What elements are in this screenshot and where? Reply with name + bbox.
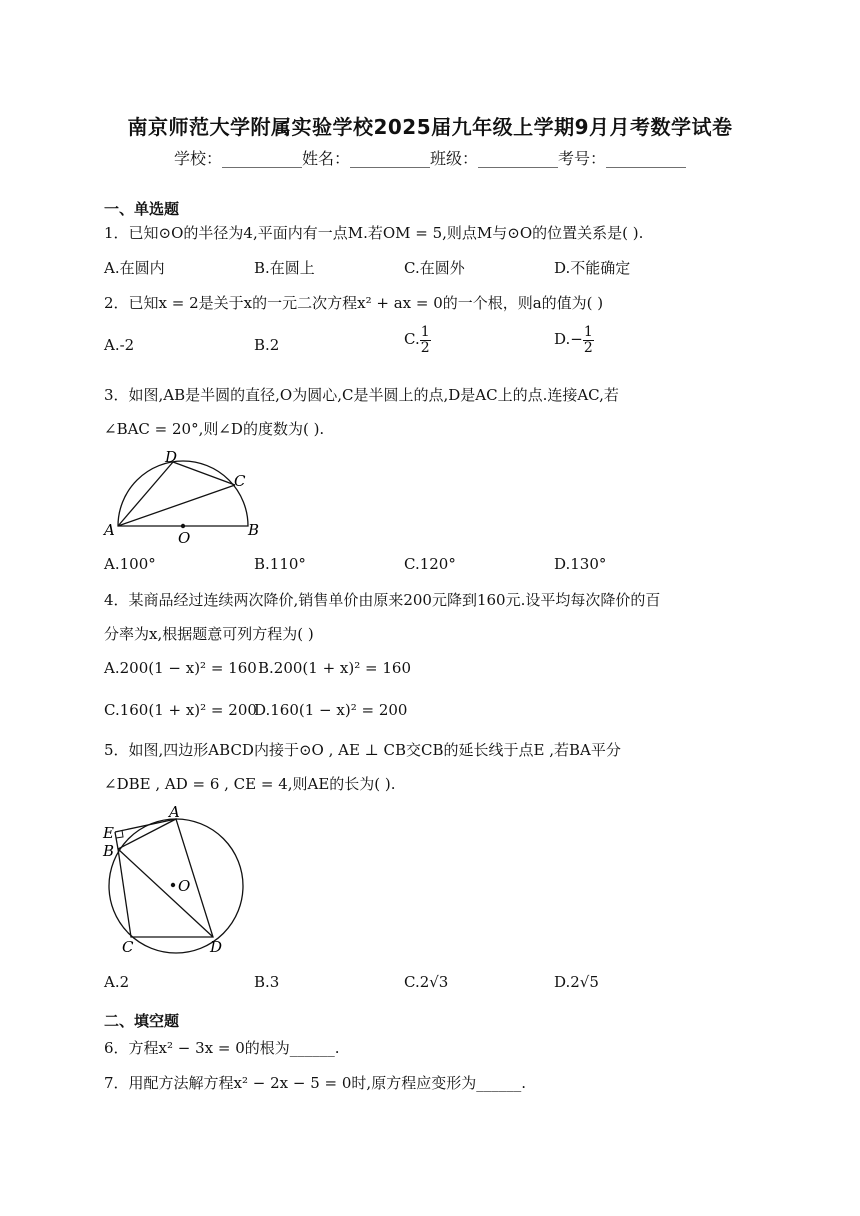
q5-circle-o <box>109 819 243 953</box>
q5-extension-be <box>115 832 118 849</box>
q2-option-c-label: C. <box>404 330 420 349</box>
question-6-stem: 6．方程x² − 3x = 0的根为______. <box>104 1039 340 1057</box>
q5-option-a: A.2 <box>104 973 130 991</box>
q3-option-b: B.110° <box>254 555 306 573</box>
q5-option-d: D.2√5 <box>554 973 599 991</box>
q4-option-c: C.160(1 + x)² = 200 <box>104 701 257 719</box>
q3-center-point <box>181 524 185 528</box>
exam-number-field: 考号：__________ <box>558 149 687 168</box>
q5-label-a: A <box>169 803 180 821</box>
q3-label-b: B <box>248 521 260 539</box>
school-field: 学校：__________ <box>173 149 302 168</box>
q3-segment-dc <box>173 462 235 485</box>
q2-option-b: B.2 <box>254 336 280 354</box>
q3-semicircle <box>118 461 248 526</box>
q3-option-a: A.100° <box>104 555 156 573</box>
q1-option-d: D.不能确定 <box>554 259 631 277</box>
q3-label-o: O <box>178 529 191 546</box>
question-5-stem-line1: 5．如图,四边形ABCD内接于⊙O , AE ⊥ CB交CB的延长线于点E ,若BA平分 <box>104 741 621 759</box>
q5-quadrilateral-abcd <box>118 819 213 937</box>
q2-c-numerator: 1 <box>420 324 430 340</box>
q1-option-c: C.在圆外 <box>404 259 465 277</box>
student-info-line <box>0 146 860 169</box>
question-2-stem: 2．已知x = 2是关于x的一元二次方程x² + ax = 0的一个根，则a的值为( ) <box>104 294 604 312</box>
q2-option-c-fraction <box>420 325 431 355</box>
q5-label-e: E <box>103 824 114 842</box>
q5-label-o: O <box>178 877 191 895</box>
q5-segment-ae <box>115 819 176 832</box>
q1-option-b: B.在圆上 <box>254 259 315 277</box>
question-4-stem-line1: 4．某商品经过连续两次降价,销售单价由原来200元降到160元.设平均每次降价的百 <box>104 591 661 609</box>
q2-option-a: A.-2 <box>104 336 135 354</box>
name-field: 姓名：__________ <box>301 149 430 168</box>
question-5-stem-line2: ∠DBE , AD = 6 , CE = 4,则AE的长为( ). <box>104 775 396 793</box>
q4-option-a: A.200(1 − x)² = 160 <box>104 659 257 677</box>
q4-option-b: B.200(1 + x)² = 160 <box>258 659 411 677</box>
q2-option-c <box>404 325 431 355</box>
q5-label-d: D <box>210 938 223 956</box>
q1-option-a: A.在圆内 <box>104 259 165 277</box>
question-4-stem-line2: 分率为x,根据题意可列方程为( ) <box>104 625 314 643</box>
class-field: 班级：__________ <box>430 149 559 168</box>
q2-option-d <box>554 325 594 355</box>
question-3-stem-line2: ∠BAC = 20°,则∠D的度数为( ). <box>104 420 325 438</box>
q3-label-d: D <box>165 448 178 466</box>
q3-semicircle-figure <box>100 446 270 546</box>
section-heading-single-choice: 一、单选题 <box>104 200 180 218</box>
question-7-stem: 7．用配方法解方程x² − 2x − 5 = 0时,原方程应变形为______. <box>104 1074 526 1092</box>
question-1-stem: 1．已知⊙O的半径为4,平面内有一点M.若OM = 5,则点M与⊙O的位置关系是( ). <box>104 224 644 242</box>
section-heading-fill-blank: 二、填空题 <box>104 1012 180 1030</box>
exam-title: 南京师范大学附属实验学校2025届九年级上学期9月月考数学试卷 <box>127 115 733 139</box>
q4-option-d: D.160(1 − x)² = 200 <box>254 701 408 719</box>
q3-option-c: C.120° <box>404 555 456 573</box>
q2-option-d-fraction <box>583 325 594 355</box>
q2-option-d-label: D.− <box>554 330 583 349</box>
q5-option-c: C.2√3 <box>404 973 449 991</box>
q3-label-a: A <box>104 521 115 539</box>
q2-d-numerator: 1 <box>583 324 593 340</box>
q2-c-denominator: 2 <box>420 339 430 356</box>
q5-circle-figure <box>100 800 260 960</box>
q5-option-b: B.3 <box>254 973 280 991</box>
q3-option-d: D.130° <box>554 555 607 573</box>
q5-center-point <box>171 883 175 887</box>
q2-d-denominator: 2 <box>583 339 593 356</box>
q5-label-b: B <box>103 842 115 860</box>
q5-label-c: C <box>122 938 134 956</box>
question-3-stem-line1: 3．如图,AB是半圆的直径,O为圆心,C是半圆上的点,D是AC上的点.连接AC,若 <box>104 386 619 404</box>
q3-label-c: C <box>234 472 246 490</box>
